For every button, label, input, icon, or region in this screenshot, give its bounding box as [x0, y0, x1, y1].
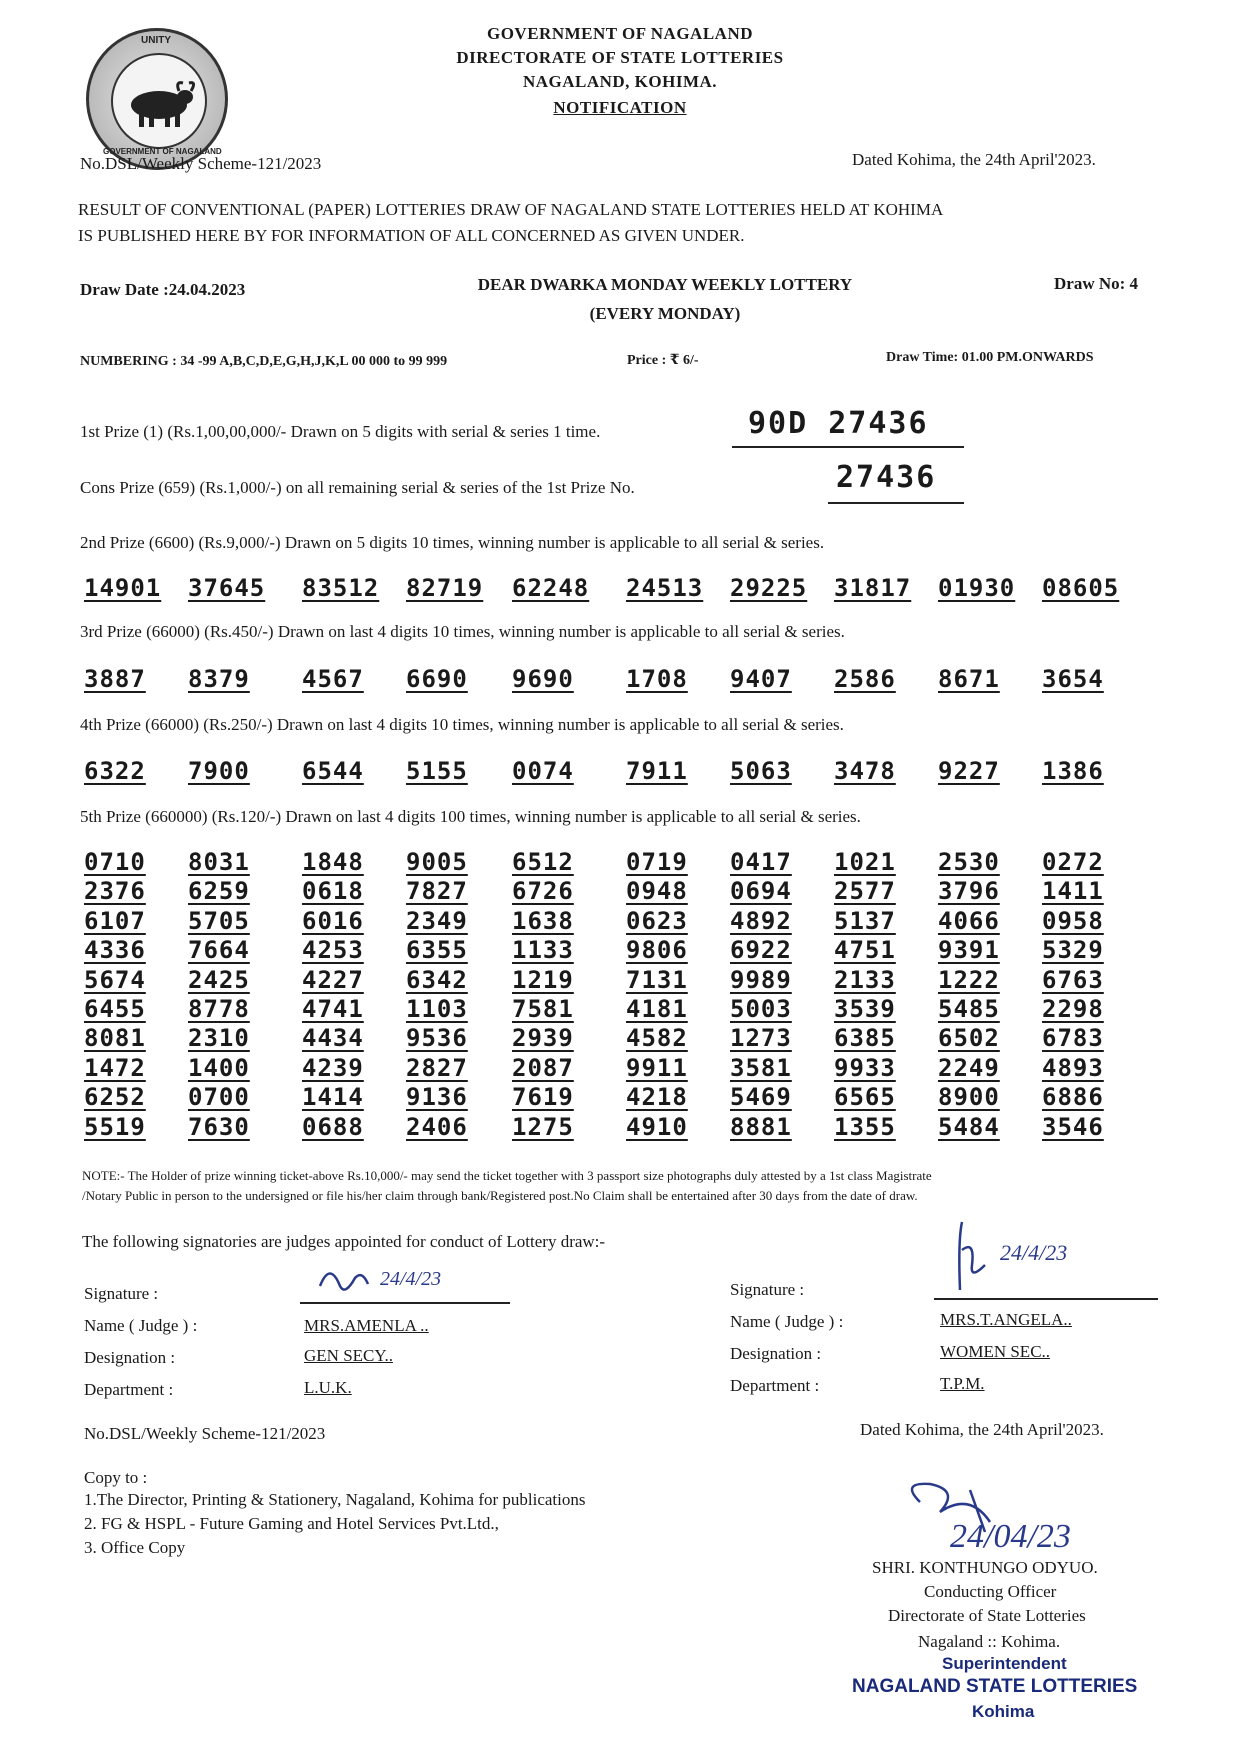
fifth-prize-number: 1273	[730, 1024, 792, 1053]
fifth-prize-number: 1638	[512, 906, 574, 935]
second-prize-row	[84, 574, 1144, 604]
fifth-prize-number: 1103	[406, 995, 468, 1023]
third-prize-number: 3887	[84, 665, 146, 693]
judge2-signature-line	[934, 1298, 1158, 1300]
header-notification: NOTIFICATION	[553, 98, 687, 117]
fifth-prize-number: 0719	[626, 848, 688, 876]
lottery-subtitle: (EVERY MONDAY)	[589, 304, 741, 323]
fifth-prize-number: 7131	[626, 965, 688, 994]
intro-line-2: IS PUBLISHED HERE BY FOR INFORMATION OF ALL CONCERNED AS GIVEN UNDER.	[78, 226, 745, 245]
fifth-prize-number: 3546	[1042, 1112, 1104, 1141]
footer-reference-number: No.DSL/Weekly Scheme-121/2023	[84, 1424, 326, 1443]
officer-place: Nagaland :: Kohima.	[918, 1632, 1061, 1651]
judge1-designation-label: Designation :	[84, 1348, 176, 1367]
fifth-prize-number: 1275	[512, 1112, 574, 1141]
judge1-signature-date: 24/4/23	[380, 1268, 442, 1290]
second-prize-number: 29225	[730, 574, 808, 602]
fourth-prize-description: 4th Prize (66000) (Rs.250/-) Drawn on last 4 digits 10 times, winning number is applicable to all serial & series.	[80, 715, 844, 734]
fifth-prize-number: 2376	[84, 877, 146, 906]
fifth-prize-number: 4892	[730, 906, 792, 935]
fifth-prize-number: 6016	[302, 906, 364, 935]
seal-top-text: UNITY	[141, 35, 171, 46]
fifth-prize-number: 1219	[512, 965, 574, 994]
fifth-prize-number: 4751	[834, 936, 896, 965]
fifth-prize-number: 2425	[188, 965, 250, 994]
cons-prize-number: 27436	[836, 460, 937, 495]
fifth-prize-number: 9933	[834, 1053, 896, 1082]
judge2-name: MRS.T.ANGELA..	[940, 1310, 1072, 1329]
fourth-prize-row	[84, 757, 1144, 787]
fifth-prize-number: 9806	[626, 936, 688, 965]
fifth-prize-row	[84, 877, 1144, 907]
header-directorate: DIRECTORATE OF STATE LOTTERIES	[456, 48, 784, 67]
fifth-prize-number: 5137	[834, 906, 896, 935]
third-prize-number: 1708	[626, 665, 688, 693]
second-prize-number: 31817	[834, 574, 912, 602]
fifth-prize-number: 6252	[84, 1083, 146, 1112]
fifth-prize-number: 5674	[84, 965, 146, 994]
fifth-prize-number: 1355	[834, 1112, 896, 1141]
fourth-prize-number: 7911	[626, 757, 688, 785]
fifth-prize-number: 8778	[188, 995, 250, 1023]
draw-date: Draw Date :24.04.2023	[80, 280, 246, 299]
intro-line-1: RESULT OF CONVENTIONAL (PAPER) LOTTERIES DRAW OF NAGALAND STATE LOTTERIES HELD AT KOHIMA	[78, 200, 944, 219]
fifth-prize-number: 4253	[302, 936, 364, 965]
fifth-prize-number: 4893	[1042, 1053, 1104, 1082]
ticket-price: Price : ₹ 6/-	[627, 353, 699, 368]
copy-item-1: 1.The Director, Printing & Stationery, Nagaland, Kohima for publications	[84, 1490, 586, 1509]
fifth-prize-number: 4910	[626, 1112, 688, 1141]
fifth-prize-number: 6512	[512, 848, 574, 876]
fifth-prize-number: 8881	[730, 1112, 792, 1141]
second-prize-description: 2nd Prize (6600) (Rs.9,000/-) Drawn on 5 digits 10 times, winning number is applicable to all serial & series.	[80, 533, 825, 552]
judge1-name-label: Name ( Judge ) :	[84, 1316, 198, 1335]
seal-bottom-text: GOVERNMENT OF NAGALAND	[103, 147, 222, 156]
fourth-prize-number: 6322	[84, 757, 146, 785]
fifth-prize-number: 4218	[626, 1083, 688, 1112]
fifth-prize-number: 5003	[730, 995, 792, 1023]
second-prize-number: 01930	[938, 574, 1016, 602]
judge1-name: MRS.AMENLA ..	[304, 1316, 429, 1335]
officer-name: SHRI. KONTHUNGO ODYUO.	[872, 1558, 1098, 1577]
third-prize-row	[84, 665, 1144, 695]
fifth-prize-number: 5485	[938, 995, 1000, 1023]
fifth-prize-row	[84, 907, 1144, 937]
fifth-prize-number: 5519	[84, 1112, 146, 1141]
fifth-prize-number: 6455	[84, 995, 146, 1023]
reference-number: No.DSL/Weekly Scheme-121/2023	[80, 154, 322, 173]
first-prize-underline	[732, 446, 964, 448]
fourth-prize-number: 5063	[730, 757, 792, 785]
fifth-prize-number: 6259	[188, 877, 250, 906]
fifth-prize-number: 6726	[512, 877, 574, 906]
fifth-prize-number: 6783	[1042, 1024, 1104, 1053]
header-place: NAGALAND, KOHIMA.	[522, 72, 718, 91]
fifth-prize-number: 1021	[834, 848, 896, 876]
fifth-prize-number: 2249	[938, 1053, 1000, 1082]
judge2-designation-label: Designation :	[730, 1344, 822, 1363]
fifth-prize-row	[84, 1024, 1144, 1054]
second-prize-number: 83512	[302, 574, 380, 602]
footer-dated-line: Dated Kohima, the 24th April'2023.	[860, 1420, 1104, 1439]
fifth-prize-number: 2577	[834, 877, 896, 906]
second-prize-number: 62248	[512, 574, 590, 602]
fifth-prize-number: 0700	[188, 1083, 250, 1112]
fourth-prize-number: 9227	[938, 757, 1000, 785]
fourth-prize-number: 5155	[406, 757, 468, 785]
fifth-prize-number: 6565	[834, 1083, 896, 1112]
fifth-prize-number: 1411	[1042, 877, 1104, 906]
fifth-prize-number: 0272	[1042, 848, 1104, 876]
fifth-prize-number: 3539	[834, 995, 896, 1023]
fifth-prize-number: 0710	[84, 848, 146, 876]
third-prize-number: 2586	[834, 665, 896, 693]
note-line-1: NOTE:- The Holder of prize winning ticket-above Rs.10,000/- may send the ticket together with 3 passport size photographs duly attested by a 1st class Magistrate	[82, 1168, 932, 1183]
copy-item-3: 3. Office Copy	[84, 1538, 186, 1557]
fifth-prize-number: 0688	[302, 1112, 364, 1141]
judge2-department: T.P.M.	[940, 1374, 985, 1393]
fifth-prize-number: 9536	[406, 1024, 468, 1053]
fifth-prize-row	[84, 966, 1144, 996]
cons-prize-description: Cons Prize (659) (Rs.1,000/-) on all remaining serial & series of the 1st Prize No.	[80, 478, 635, 497]
stamp-organisation: NAGALAND STATE LOTTERIES	[852, 1676, 1138, 1697]
draw-time: Draw Time: 01.00 PM.ONWARDS	[886, 350, 1094, 365]
fifth-prize-number: 1472	[84, 1053, 146, 1082]
fifth-prize-number: 1414	[302, 1083, 364, 1112]
third-prize-number: 8379	[188, 665, 250, 693]
fourth-prize-number: 0074	[512, 757, 574, 785]
cons-prize-underline	[828, 502, 964, 504]
fourth-prize-number: 7900	[188, 757, 250, 785]
fifth-prize-number: 2133	[834, 965, 896, 994]
fifth-prize-row	[84, 1083, 1144, 1113]
fifth-prize-number: 4336	[84, 936, 146, 965]
fifth-prize-number: 4741	[302, 995, 364, 1023]
fourth-prize-number: 1386	[1042, 757, 1104, 785]
fifth-prize-number: 6342	[406, 965, 468, 994]
judge1-designation: GEN SECY..	[304, 1346, 393, 1365]
fifth-prize-number: 7630	[188, 1112, 250, 1141]
fifth-prize-number: 1848	[302, 848, 364, 876]
officer-organisation: Directorate of State Lotteries	[888, 1606, 1086, 1625]
third-prize-number: 4567	[302, 665, 364, 693]
fifth-prize-number: 9911	[626, 1053, 688, 1082]
fifth-prize-row	[84, 1113, 1144, 1143]
copy-to-label: Copy to :	[84, 1468, 148, 1487]
fifth-prize-row	[84, 995, 1144, 1025]
first-prize-number: 90D 27436	[748, 406, 929, 441]
fifth-prize-row	[84, 936, 1144, 966]
second-prize-number: 37645	[188, 574, 266, 602]
fifth-prize-number: 2087	[512, 1053, 574, 1082]
fifth-prize-number: 2827	[406, 1053, 468, 1082]
lottery-title: DEAR DWARKA MONDAY WEEKLY LOTTERY	[477, 275, 853, 294]
third-prize-description: 3rd Prize (66000) (Rs.450/-) Drawn on last 4 digits 10 times, winning number is applicable to all serial & series.	[80, 622, 845, 641]
fifth-prize-number: 2406	[406, 1112, 468, 1141]
fifth-prize-number: 2530	[938, 848, 1000, 876]
fifth-prize-number: 4582	[626, 1024, 688, 1053]
fifth-prize-description: 5th Prize (660000) (Rs.120/-) Drawn on last 4 digits 100 times, winning number is applicable to all serial & series.	[80, 807, 861, 826]
third-prize-number: 9407	[730, 665, 792, 693]
first-prize-description: 1st Prize (1) (Rs.1,00,00,000/- Drawn on 5 digits with serial & series 1 time.	[80, 422, 601, 441]
fifth-prize-number: 2310	[188, 1024, 250, 1053]
judges-intro: The following signatories are judges appointed for conduct of Lottery draw:-	[82, 1232, 606, 1251]
fifth-prize-number: 9989	[730, 965, 792, 994]
fifth-prize-number: 2298	[1042, 995, 1104, 1023]
fifth-prize-number: 4066	[938, 906, 1000, 935]
officer-signature-date: 24/04/23	[950, 1518, 1071, 1555]
fifth-prize-number: 6355	[406, 936, 468, 965]
fifth-prize-number: 7581	[512, 995, 574, 1023]
fourth-prize-number: 6544	[302, 757, 364, 785]
fifth-prize-number: 7827	[406, 877, 468, 906]
fifth-prize-number: 0948	[626, 877, 688, 906]
judge1-signature-line	[300, 1302, 510, 1304]
fifth-prize-number: 8081	[84, 1024, 146, 1053]
fifth-prize-number: 5329	[1042, 936, 1104, 965]
header-government: GOVERNMENT OF NAGALAND	[486, 24, 753, 43]
fifth-prize-number: 1222	[938, 965, 1000, 994]
judge2-signature-label: Signature :	[730, 1280, 805, 1299]
fifth-prize-number: 9391	[938, 936, 1000, 965]
stamp-place: Kohima	[972, 1702, 1035, 1721]
second-prize-number: 82719	[406, 574, 484, 602]
fifth-prize-row	[84, 848, 1144, 878]
fifth-prize-number: 2349	[406, 906, 468, 935]
fifth-prize-number: 0694	[730, 877, 792, 906]
dated-line: Dated Kohima, the 24th April'2023.	[852, 150, 1096, 169]
note-line-2: /Notary Public in person to the undersigned or file his/her claim through bank/Registered post.No Claim shall be entertained after 30 days from the date of draw.	[82, 1188, 918, 1203]
fifth-prize-row	[84, 1054, 1144, 1084]
judge1-department-label: Department :	[84, 1380, 174, 1399]
fifth-prize-number: 7664	[188, 936, 250, 965]
fifth-prize-number: 6922	[730, 936, 792, 965]
fifth-prize-number: 2939	[512, 1024, 574, 1053]
fifth-prize-number: 9005	[406, 848, 468, 876]
second-prize-number: 24513	[626, 574, 704, 602]
judge2-designation: WOMEN SEC..	[940, 1342, 1051, 1361]
fifth-prize-number: 3796	[938, 877, 1000, 906]
judge2-signature-date: 24/4/23	[1000, 1240, 1068, 1265]
fifth-prize-number: 4181	[626, 995, 688, 1023]
fifth-prize-number: 7619	[512, 1083, 574, 1112]
fifth-prize-number: 6763	[1042, 965, 1104, 994]
fifth-prize-number: 1400	[188, 1053, 250, 1082]
judge1-department: L.U.K.	[304, 1378, 352, 1397]
fifth-prize-number: 8900	[938, 1083, 1000, 1112]
fifth-prize-number: 3581	[730, 1053, 792, 1082]
third-prize-number: 8671	[938, 665, 1000, 693]
fifth-prize-number: 9136	[406, 1083, 468, 1112]
second-prize-number: 14901	[84, 574, 162, 602]
fifth-prize-number: 4239	[302, 1053, 364, 1082]
fifth-prize-number: 5705	[188, 906, 250, 935]
fifth-prize-number: 4227	[302, 965, 364, 994]
draw-number: Draw No: 4	[1054, 274, 1139, 293]
third-prize-number: 6690	[406, 665, 468, 693]
judge2-department-label: Department :	[730, 1376, 820, 1395]
fifth-prize-number: 6886	[1042, 1083, 1104, 1112]
judge1-signature-label: Signature :	[84, 1284, 159, 1303]
fifth-prize-number: 6385	[834, 1024, 896, 1053]
fifth-prize-number: 0618	[302, 877, 364, 906]
judge2-name-label: Name ( Judge ) :	[730, 1312, 844, 1331]
stamp-superintendent: Superintendent	[942, 1654, 1067, 1673]
fifth-prize-number: 5484	[938, 1112, 1000, 1141]
third-prize-number: 3654	[1042, 665, 1104, 693]
fifth-prize-number: 0417	[730, 848, 792, 876]
officer-title: Conducting Officer	[924, 1582, 1057, 1601]
fifth-prize-number: 4434	[302, 1024, 364, 1053]
third-prize-number: 9690	[512, 665, 574, 693]
fifth-prize-number: 6107	[84, 906, 146, 935]
fifth-prize-number: 5469	[730, 1083, 792, 1112]
fifth-prize-number: 0958	[1042, 906, 1104, 935]
fifth-prize-number: 0623	[626, 906, 688, 935]
numbering-info: NUMBERING : 34 -99 A,B,C,D,E,G,H,J,K,L 00 000 to 99 999	[80, 354, 448, 369]
second-prize-number: 08605	[1042, 574, 1120, 602]
fifth-prize-number: 8031	[188, 848, 250, 876]
fourth-prize-number: 3478	[834, 757, 896, 785]
fifth-prize-number: 1133	[512, 936, 574, 965]
copy-item-2: 2. FG & HSPL - Future Gaming and Hotel Services Pvt.Ltd.,	[84, 1514, 499, 1533]
fifth-prize-number: 6502	[938, 1024, 1000, 1053]
